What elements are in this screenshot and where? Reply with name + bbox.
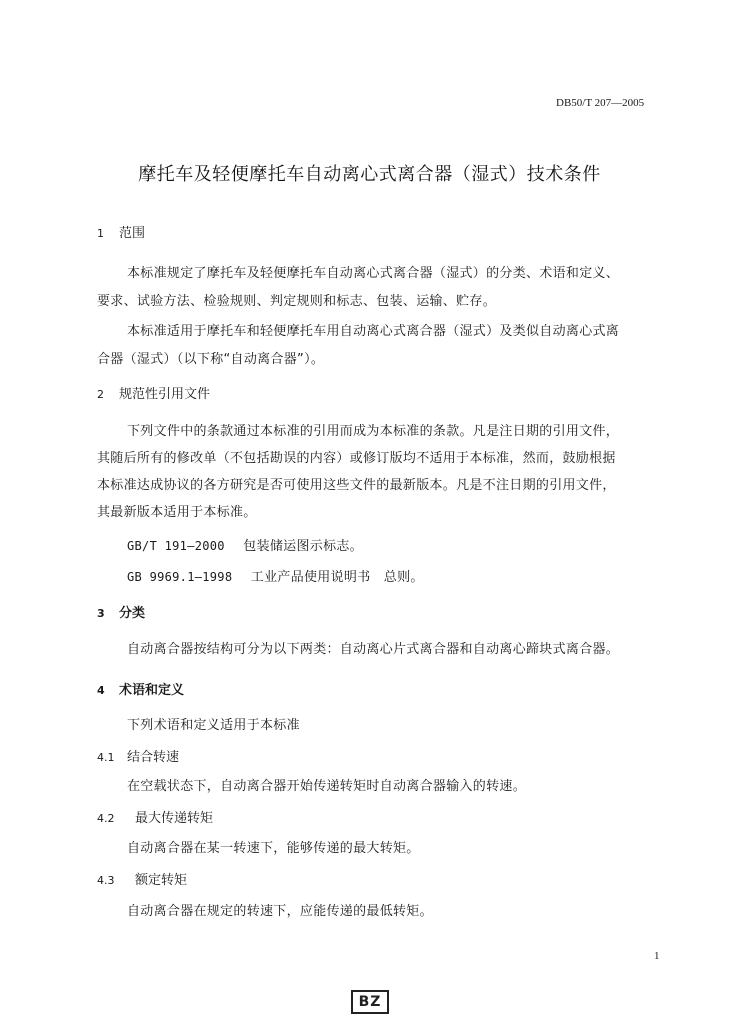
reference-title: 包装储运图示标志。 xyxy=(243,539,363,554)
section-number: 2 xyxy=(97,388,104,401)
section-title: 术语和定义 xyxy=(119,683,185,698)
paragraph-line: 要求、试验方法、检验规则、判定规则和标志、包装、运输、贮存。 xyxy=(97,294,497,309)
document-title: 摩托车及轻便摩托车自动离心式离合器（湿式）技术条件 xyxy=(138,164,601,185)
paragraph-line: 下列术语和定义适用于本标准 xyxy=(127,718,300,733)
publisher-logo: BZ xyxy=(351,990,389,1014)
paragraph-line: 本标准适用于摩托车和轻便摩托车用自动离心式离合器（湿式）及类似自动离心式离 xyxy=(127,324,620,339)
reference-item xyxy=(127,535,363,554)
reference-item xyxy=(127,566,424,585)
reference-title: 工业产品使用说明书 总则。 xyxy=(250,570,424,585)
section-title: 最大传递转矩 xyxy=(135,811,214,826)
section-number: 3 xyxy=(97,607,105,620)
section-number: 4.2 xyxy=(97,812,115,825)
section-4-3-heading xyxy=(97,869,187,888)
paragraph-line: 其最新版本适用于本标准。 xyxy=(97,505,257,520)
paragraph-line: 本标准规定了摩托车及轻便摩托车自动离心式离合器（湿式）的分类、术语和定义、 xyxy=(127,266,620,281)
section-number: 4.1 xyxy=(97,751,115,764)
section-3-heading xyxy=(97,602,145,621)
section-4-2-heading xyxy=(97,807,213,826)
paragraph-line: 本标准达成协议的各方研究是否可使用这些文件的最新版本。凡是不注日期的引用文件， xyxy=(97,478,616,493)
paragraph-line: 自动离合器按结构可分为以下两类：自动离心片式离合器和自动离心蹄块式离合器。 xyxy=(127,642,620,657)
doc-number: DB50/T 207—2005 xyxy=(556,97,645,109)
paragraph-line: 下列文件中的条款通过本标准的引用而成为本标准的条款。凡是注日期的引用文件， xyxy=(127,424,620,439)
section-1-heading xyxy=(97,222,145,241)
paragraph-line: 自动离合器在某一转速下，能够传递的最大转矩。 xyxy=(127,841,420,856)
paragraph-line: 其随后所有的修改单（不包括勘误的内容）或修订版均不适用于本标准，然而，鼓励根据 xyxy=(97,451,616,466)
section-title: 额定转矩 xyxy=(135,873,188,888)
section-2-heading xyxy=(97,383,210,402)
reference-code: GB 9969.1—1998 xyxy=(127,570,233,584)
paragraph-line: 自动离合器在规定的转速下，应能传递的最低转矩。 xyxy=(127,904,433,919)
reference-code: GB/T 191—2000 xyxy=(127,539,225,553)
section-title: 范围 xyxy=(119,226,146,241)
section-4-1-heading xyxy=(97,746,179,765)
section-4-heading xyxy=(97,679,184,698)
page-number: 1 xyxy=(654,950,660,962)
paragraph-line: 在空载状态下，自动离合器开始传递转矩时自动离合器输入的转速。 xyxy=(127,779,527,794)
section-number: 1 xyxy=(97,227,104,240)
section-number: 4 xyxy=(97,684,105,697)
section-title: 规范性引用文件 xyxy=(119,387,211,402)
paragraph-line: 合器（湿式）（以下称“自动离合器”）。 xyxy=(97,352,325,367)
section-number: 4.3 xyxy=(97,874,115,887)
section-title: 分类 xyxy=(119,606,146,621)
section-title: 结合转速 xyxy=(127,750,180,765)
